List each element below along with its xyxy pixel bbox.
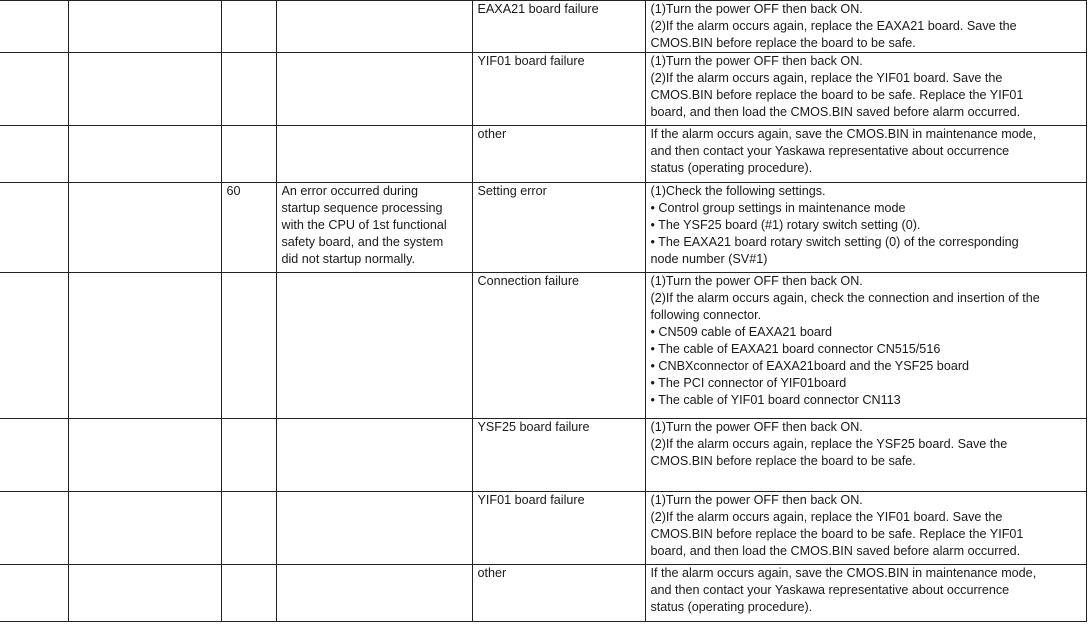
alarm-name-cell	[68, 565, 221, 622]
meaning-line: did not startup normally.	[281, 252, 415, 266]
cause-text: YSF25 board failure	[477, 420, 590, 434]
cause-cell	[472, 492, 645, 565]
remedy-line: and then contact your Yaskawa representative about occurrence	[650, 144, 1010, 158]
alarm-name-cell	[68, 419, 221, 492]
cause-text: Setting error	[477, 184, 547, 198]
cause-cell	[472, 183, 645, 273]
table-row	[0, 419, 1086, 492]
remedy-line: • Control group settings in maintenance mode	[650, 201, 906, 215]
remedy-line: (2)If the alarm occurs again, check the connection and insertion of the	[650, 291, 1040, 305]
cause-text: other	[477, 127, 507, 141]
remedy-line: CMOS.BIN before replace the board to be safe.	[650, 36, 916, 50]
remedy-line: (2)If the alarm occurs again, replace the YSF25 board. Save the	[650, 437, 1008, 451]
cause-text: other	[477, 566, 507, 580]
remedy-cell	[645, 183, 1086, 273]
meaning-line: with the CPU of 1st functional	[281, 218, 447, 232]
cause-text: YIF01 board failure	[477, 493, 585, 507]
sub-code-cell	[221, 183, 276, 273]
table-row	[0, 492, 1086, 565]
meaning-cell	[276, 183, 472, 273]
cause-text: Connection failure	[477, 274, 580, 288]
remedy-line: (1)Turn the power OFF then back ON.	[650, 420, 863, 434]
meaning-line: An error occurred during	[281, 184, 418, 198]
sub-code-cell	[221, 273, 276, 419]
remedy-line: • The cable of YIF01 board connector CN113	[650, 393, 901, 407]
remedy-line: (2)If the alarm occurs again, replace the YIF01 board. Save the	[650, 71, 1003, 85]
remedy-cell	[645, 419, 1086, 492]
alarm-code-cell	[0, 126, 68, 183]
alarm-name-cell	[68, 126, 221, 183]
cause-cell	[472, 126, 645, 183]
sub-code-cell	[221, 1, 276, 53]
remedy-line: (2)If the alarm occurs again, replace the EAXA21 board. Save the	[650, 19, 1017, 33]
remedy-line: (1)Turn the power OFF then back ON.	[650, 274, 863, 288]
sub-code-cell	[221, 126, 276, 183]
sub-code-cell	[221, 419, 276, 492]
remedy-line: (1)Check the following settings.	[650, 184, 826, 198]
remedy-line: node number (SV#1)	[650, 252, 768, 266]
remedy-line: CMOS.BIN before replace the board to be safe. Replace the YIF01	[650, 88, 1024, 102]
alarm-name-cell	[68, 183, 221, 273]
remedy-line: • The YSF25 board (#1) rotary switch setting (0).	[650, 218, 921, 232]
cause-text: EAXA21 board failure	[477, 2, 599, 16]
remedy-cell	[645, 492, 1086, 565]
table-row	[0, 53, 1086, 126]
cause-cell	[472, 273, 645, 419]
remedy-line: CMOS.BIN before replace the board to be safe. Replace the YIF01	[650, 527, 1024, 541]
remedy-line: following connector.	[650, 308, 762, 322]
sub-code-cell	[221, 565, 276, 622]
remedy-line: status (operating procedure).	[650, 161, 813, 175]
table-row	[0, 273, 1086, 419]
remedy-line: • CN509 cable of EAXA21 board	[650, 325, 833, 339]
remedy-line: If the alarm occurs again, save the CMOS.BIN in maintenance mode,	[650, 127, 1037, 141]
remedy-line: • The cable of EAXA21 board connector CN515/516	[650, 342, 941, 356]
meaning-cell	[276, 565, 472, 622]
meaning-cell	[276, 126, 472, 183]
remedy-cell	[645, 1, 1086, 53]
table-row	[0, 183, 1086, 273]
cause-text: YIF01 board failure	[477, 54, 585, 68]
cause-cell	[472, 565, 645, 622]
alarm-code-cell	[0, 1, 68, 53]
meaning-cell	[276, 419, 472, 492]
meaning-cell	[276, 53, 472, 126]
cause-cell	[472, 419, 645, 492]
alarm-code-cell	[0, 492, 68, 565]
table-row	[0, 126, 1086, 183]
meaning-line: startup sequence processing	[281, 201, 443, 215]
meaning-cell	[276, 492, 472, 565]
meaning-cell	[276, 1, 472, 53]
meaning-cell	[276, 273, 472, 419]
remedy-line: board, and then load the CMOS.BIN saved before alarm occurred.	[650, 544, 1021, 558]
cause-cell	[472, 53, 645, 126]
remedy-line: (1)Turn the power OFF then back ON.	[650, 493, 863, 507]
table-row	[0, 565, 1086, 622]
remedy-line: (2)If the alarm occurs again, replace the YIF01 board. Save the	[650, 510, 1003, 524]
remedy-line: • CNBXconnector of EAXA21board and the YSF25 board	[650, 359, 970, 373]
remedy-line: (1)Turn the power OFF then back ON.	[650, 2, 863, 16]
table-row	[0, 1, 1086, 53]
alarm-code-cell	[0, 419, 68, 492]
alarm-code-cell	[0, 273, 68, 419]
remedy-line: • The EAXA21 board rotary switch setting (0) of the corresponding	[650, 235, 1019, 249]
remedy-line: • The PCI connector of YIF01board	[650, 376, 847, 390]
alarm-code-cell	[0, 183, 68, 273]
remedy-line: board, and then load the CMOS.BIN saved before alarm occurred.	[650, 105, 1021, 119]
remedy-cell	[645, 273, 1086, 419]
remedy-cell	[645, 565, 1086, 622]
alarm-code-cell	[0, 53, 68, 126]
alarm-name-cell	[68, 53, 221, 126]
remedy-line: (1)Turn the power OFF then back ON.	[650, 54, 863, 68]
sub-code-cell	[221, 53, 276, 126]
remedy-line: and then contact your Yaskawa representative about occurrence	[650, 583, 1010, 597]
remedy-line: CMOS.BIN before replace the board to be safe.	[650, 454, 916, 468]
alarm-name-cell	[68, 273, 221, 419]
meaning-line: safety board, and the system	[281, 235, 444, 249]
remedy-cell	[645, 126, 1086, 183]
sub-code: 60	[226, 184, 241, 198]
remedy-line: If the alarm occurs again, save the CMOS.BIN in maintenance mode,	[650, 566, 1037, 580]
remedy-cell	[645, 53, 1086, 126]
alarm-name-cell	[68, 492, 221, 565]
cause-cell	[472, 1, 645, 53]
alarm-code-cell	[0, 565, 68, 622]
sub-code-cell	[221, 492, 276, 565]
alarm-name-cell	[68, 1, 221, 53]
remedy-line: status (operating procedure).	[650, 600, 813, 614]
